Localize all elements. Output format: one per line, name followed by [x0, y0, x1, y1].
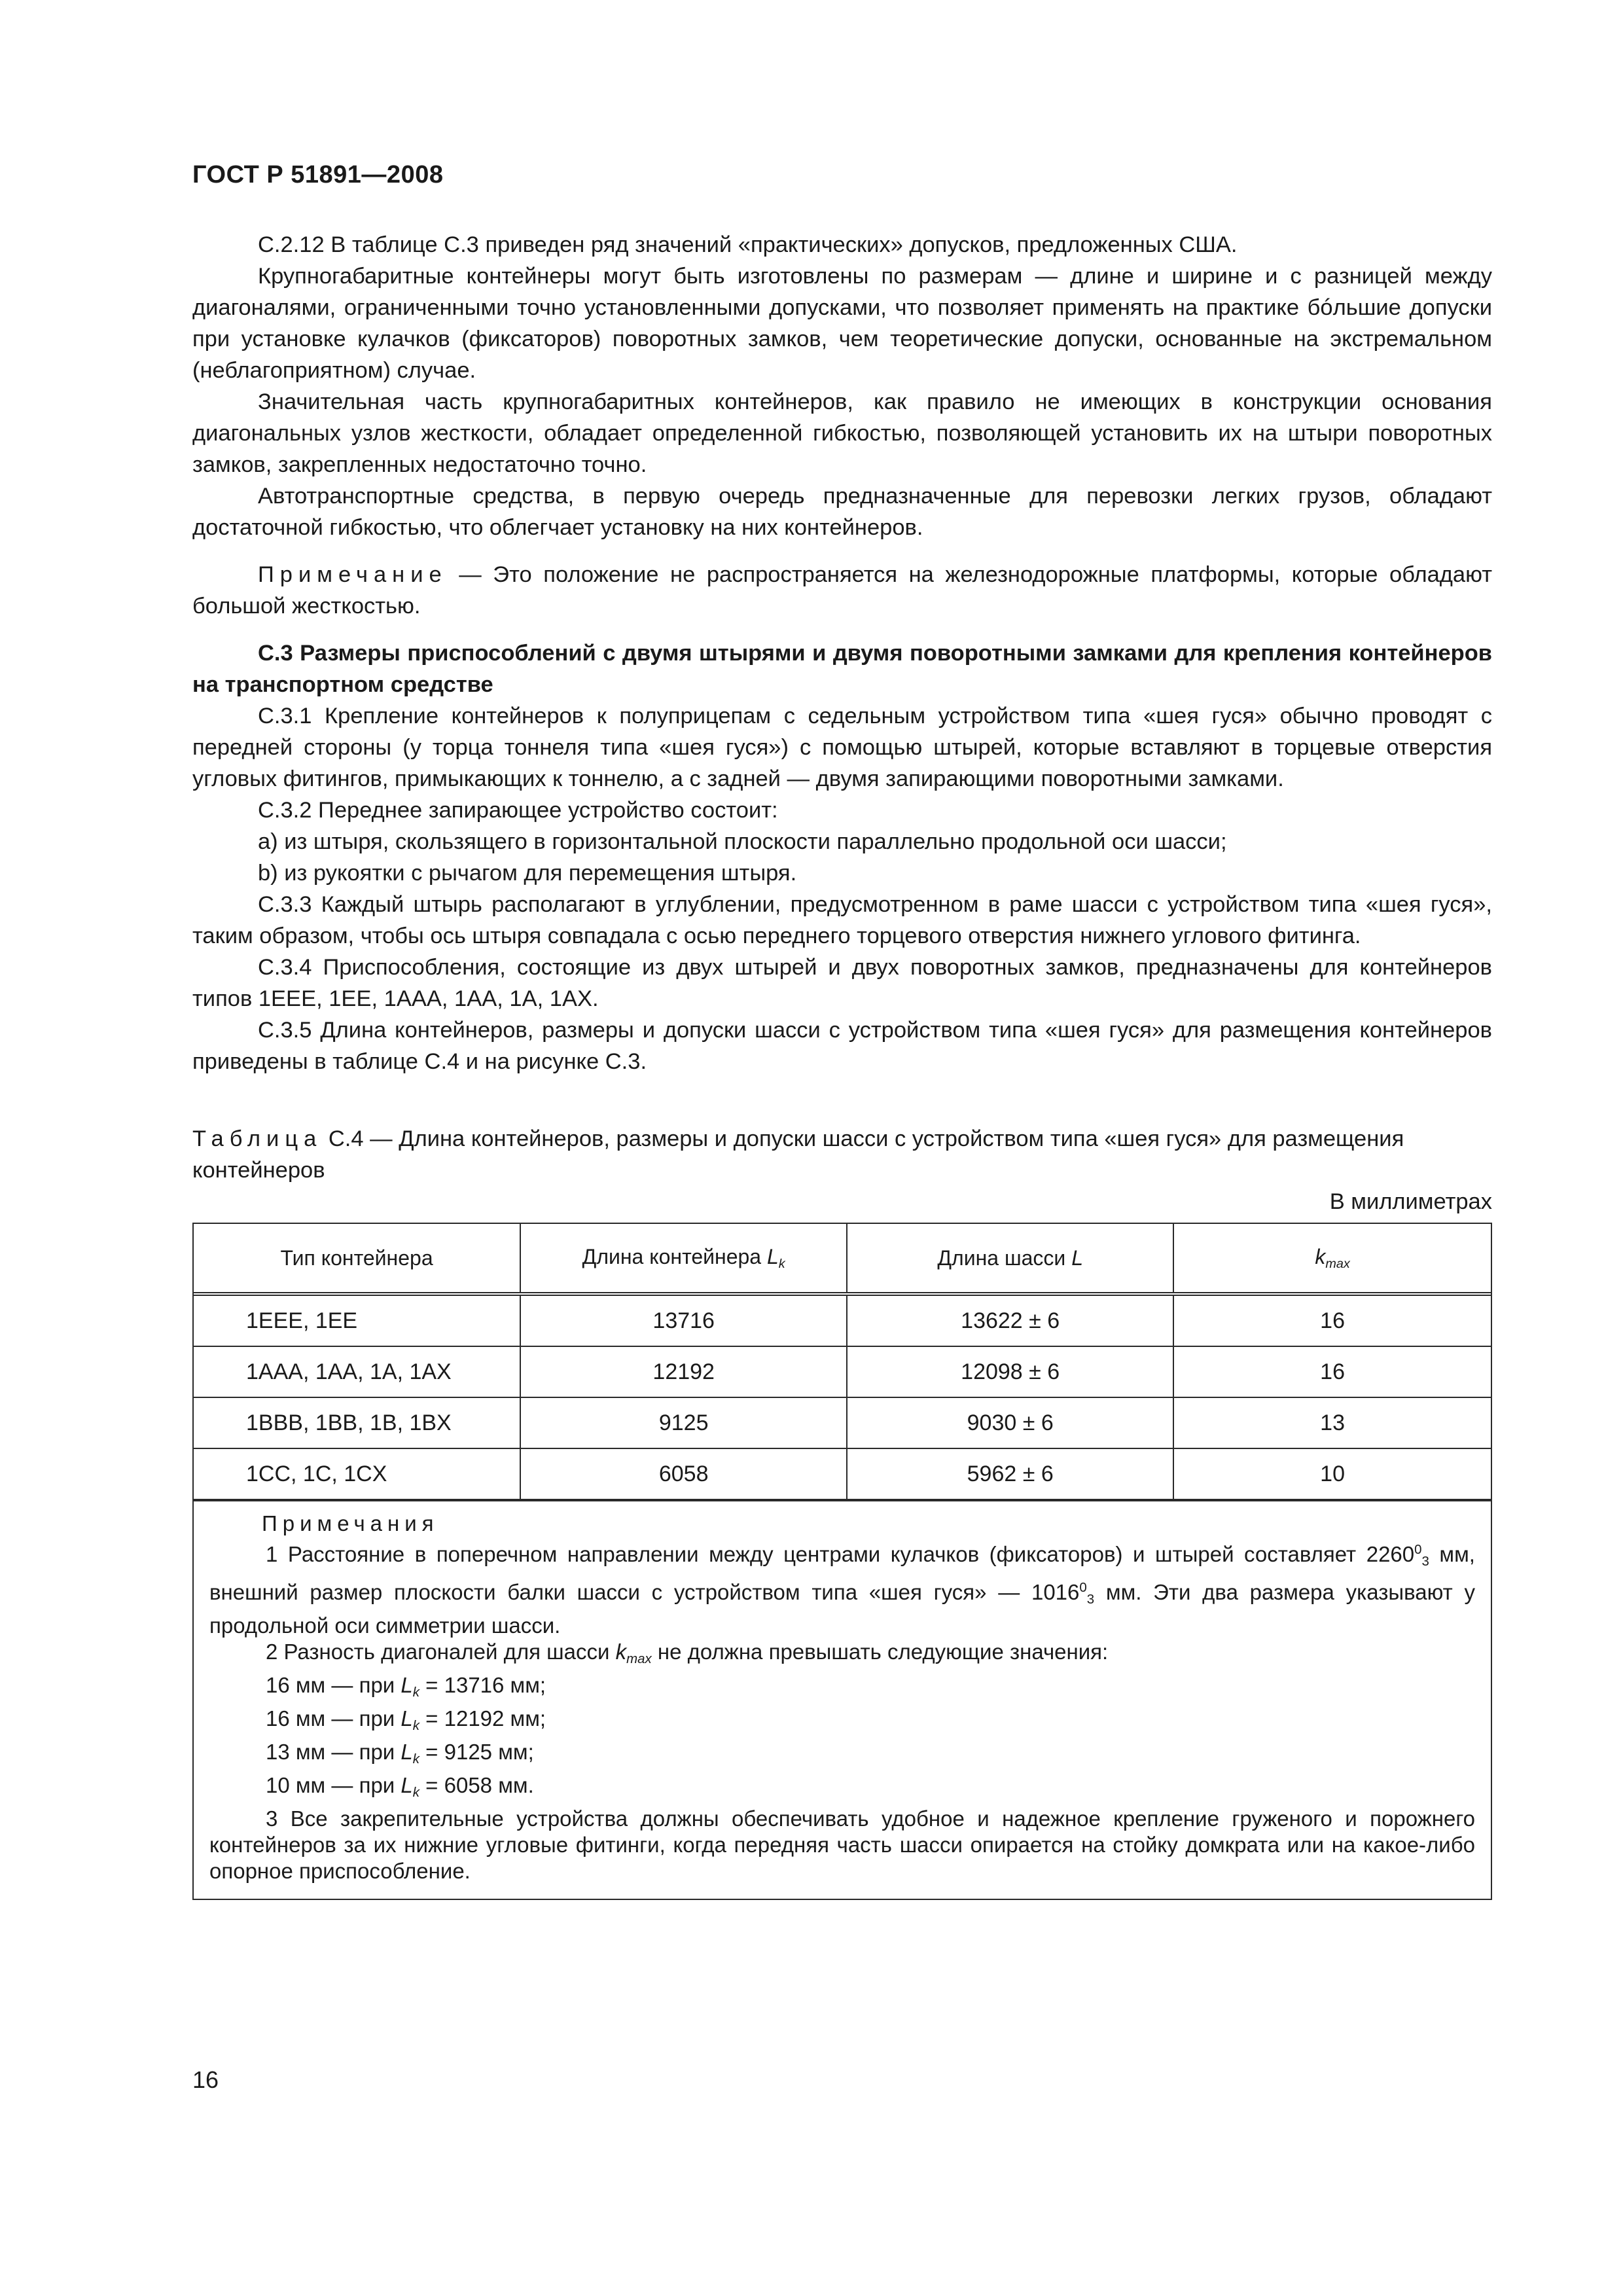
note-2: [209, 1639, 1475, 1672]
cell-length: 6058: [520, 1448, 847, 1499]
line-sub: k: [412, 1785, 419, 1800]
line-post: = 13716 мм;: [419, 1673, 546, 1697]
table-row: [194, 1448, 1491, 1499]
paragraph-c3-1: С.3.1 Крепление контейнеров к полуприцепам с седельным устройством типа «шея гуся» обычно проводят с передней стороны (у торца тоннеля типа «шея гуся») с помощью штырей, которые вставляют в торцевые отверстия угловых фитингов, примыкающих к тоннелю, а с задней — двумя запирающими поворотными замками.: [192, 704, 1492, 791]
cell-length: 12192: [520, 1346, 847, 1397]
note-2-part-b: не должна превышать следующие значения:: [651, 1640, 1109, 1664]
note-3: 3 Все закрепительные устройства должны обеспечивать удобное и надежное крепление груженого и порожнего контейнеров за их нижние угловые фитинги, когда передняя часть шасси опирается на стойку домкрата или на какое-либо опорное приспособление.: [209, 1806, 1475, 1883]
note-2-line: [209, 1772, 1475, 1806]
note-2-line: [209, 1739, 1475, 1772]
note-2-line: [209, 1672, 1475, 1706]
cell-kmax: 13: [1173, 1397, 1491, 1448]
note-1-part-c: мм. Эти два размера указывают у продольной оси симметрии шасси.: [209, 1580, 1475, 1638]
note-paragraph: [192, 559, 1492, 622]
header-chassis-length: [847, 1224, 1173, 1294]
cell-type: 1BBB, 1BB, 1B, 1BX: [194, 1397, 520, 1448]
header-length-sub: k: [778, 1256, 785, 1271]
note-1-sub-1: 3: [1421, 1554, 1429, 1569]
header-kmax: [1173, 1224, 1491, 1294]
header-kmax-symbol: k: [1315, 1244, 1326, 1268]
line-sub: k: [412, 1718, 419, 1733]
note-1-sup-2: 0: [1079, 1580, 1087, 1595]
paragraph-c3-2: С.3.2 Переднее запирающее устройство состоит:: [258, 798, 778, 823]
body-text: [192, 229, 1492, 1077]
line-symbol: L: [401, 1673, 413, 1697]
cell-type: 1AAA, 1AA, 1A, 1AX: [194, 1346, 520, 1397]
line-pre: 10 мм — при: [266, 1773, 401, 1797]
note-1-part-b: мм, внешний размер плоскости балки шасси с устройством типа «шея гуся» — 1016: [209, 1542, 1475, 1604]
paragraph-c2-12: С.2.12 В таблице С.3 приведен ряд значений «практических» допусков, предложенных США.: [258, 232, 1238, 257]
paragraph-vehicles: Автотранспортные средства, в первую очередь предназначенные для перевозки легких грузов, обладают достаточной гибкостью, что облегчает установку на них контейнеров.: [192, 484, 1492, 540]
line-post: = 6058 мм.: [419, 1773, 534, 1797]
cell-kmax: 16: [1173, 1346, 1491, 1397]
cell-type: 1EEE, 1EE: [194, 1294, 520, 1346]
document-header: ГОСТ Р 51891—2008: [192, 161, 444, 188]
list-item-b: b) из рукоятки с рычагом для перемещения штыря.: [258, 861, 797, 886]
table-caption-text: С.4 — Длина контейнеров, размеры и допуски шасси с устройством типа «шея гуся» для размещения контейнеров: [192, 1126, 1404, 1183]
table-caption-label: Таблица: [192, 1126, 323, 1151]
header-container-type: Тип контейнера: [194, 1224, 520, 1294]
note-label: Примечание: [258, 562, 448, 587]
cell-kmax: 16: [1173, 1294, 1491, 1346]
cell-chassis: 12098 ± 6: [847, 1346, 1173, 1397]
table-units: В миллиметрах: [1329, 1189, 1492, 1214]
header-kmax-sub: max: [1325, 1256, 1350, 1271]
note-2-k: k: [615, 1640, 627, 1664]
header-container-length: [520, 1224, 847, 1294]
line-symbol: L: [401, 1706, 413, 1731]
line-sub: k: [412, 1685, 419, 1700]
paragraph-tolerances: Крупногабаритные контейнеры могут быть изготовлены по размерам — длине и ширине и с разницей между диагоналями, ограниченными точно установленными допусками, что позволяет применять на практике бóльшие допуски при установке кулачков (фиксаторов) поворотных замков, чем теоретические допуски, основанные на экстремальном (неблагоприятном) случае.: [192, 264, 1492, 383]
cell-chassis: 5962 ± 6: [847, 1448, 1173, 1499]
cell-length: 13716: [520, 1294, 847, 1346]
note-text: — Это положение не распространяется на железнодорожные платформы, которые обладают большой жесткостью.: [192, 562, 1492, 619]
table-notes: [194, 1500, 1491, 1899]
note-1-sup-1: 0: [1414, 1542, 1422, 1557]
line-symbol: L: [401, 1773, 413, 1797]
paragraph-c3-4: С.3.4 Приспособления, состоящие из двух штырей и двух поворотных замков, предназначены для контейнеров типов 1EEE, 1EE, 1AAA, 1AA, 1A, 1AX.: [192, 955, 1492, 1011]
line-pre: 16 мм — при: [266, 1673, 401, 1697]
page-number: 16: [192, 2066, 219, 2093]
line-pre: 13 мм — при: [266, 1740, 401, 1764]
header-length-symbol: L: [766, 1244, 779, 1268]
paragraph-c3-5: С.3.5 Длина контейнеров, размеры и допуски шасси с устройством типа «шея гуся» для размещения контейнеров приведены в таблице С.4 и на рисунке С.3.: [192, 1018, 1492, 1074]
line-symbol: L: [401, 1740, 413, 1764]
header-chassis-symbol: L: [1071, 1246, 1083, 1270]
section-c3-heading: С.3 Размеры приспособлений с двумя штырями и двумя поворотными замками для крепления контейнеров на транспортном средстве: [192, 641, 1492, 697]
header-length-label: Длина контейнера: [582, 1244, 767, 1268]
note-2-line: [209, 1706, 1475, 1739]
line-post: = 12192 мм;: [419, 1706, 546, 1731]
paragraph-c3-3: С.3.3 Каждый штырь располагают в углублении, предусмотренном в раме шасси с устройством типа «шея гуся», таким образом, чтобы ось штыря совпадала с осью переднего торцевого отверстия нижнего углового фитинга.: [192, 892, 1492, 948]
note-1-sub-2: 3: [1086, 1592, 1095, 1607]
list-item-a: a) из штыря, скользящего в горизонтальной плоскости параллельно продольной оси шасси;: [258, 829, 1227, 854]
note-1-part-a: 1 Расстояние в поперечном направлении между центрами кулачков (фиксаторов) и штырей составляет 2260: [266, 1542, 1415, 1566]
note-2-sub: max: [626, 1651, 652, 1666]
table-caption: [192, 1123, 1492, 1186]
table-header-row: [194, 1224, 1491, 1294]
table-row: [194, 1397, 1491, 1448]
table-c4: [192, 1223, 1492, 1900]
cell-length: 9125: [520, 1397, 847, 1448]
paragraph-flexibility: Значительная часть крупногабаритных контейнеров, как правило не имеющих в конструкции основания диагональных узлов жесткости, обладает определенной гибкостью, позволяющей установить их на штыри поворотных замков, закрепленных недостаточно точно.: [192, 389, 1492, 477]
note-2-part-a: 2 Разность диагоналей для шасси: [266, 1640, 616, 1664]
cell-type: 1CC, 1C, 1CX: [194, 1448, 520, 1499]
line-post: = 9125 мм;: [419, 1740, 534, 1764]
cell-chassis: 9030 ± 6: [847, 1397, 1173, 1448]
header-chassis-label: Длина шасси: [937, 1246, 1072, 1270]
table-row: [194, 1346, 1491, 1397]
cell-chassis: 13622 ± 6: [847, 1294, 1173, 1346]
cell-kmax: 10: [1173, 1448, 1491, 1499]
line-sub: k: [412, 1751, 419, 1767]
table-row: [194, 1294, 1491, 1346]
notes-heading: Примечания: [262, 1511, 439, 1535]
line-pre: 16 мм — при: [266, 1706, 401, 1731]
note-1: [209, 1537, 1475, 1639]
